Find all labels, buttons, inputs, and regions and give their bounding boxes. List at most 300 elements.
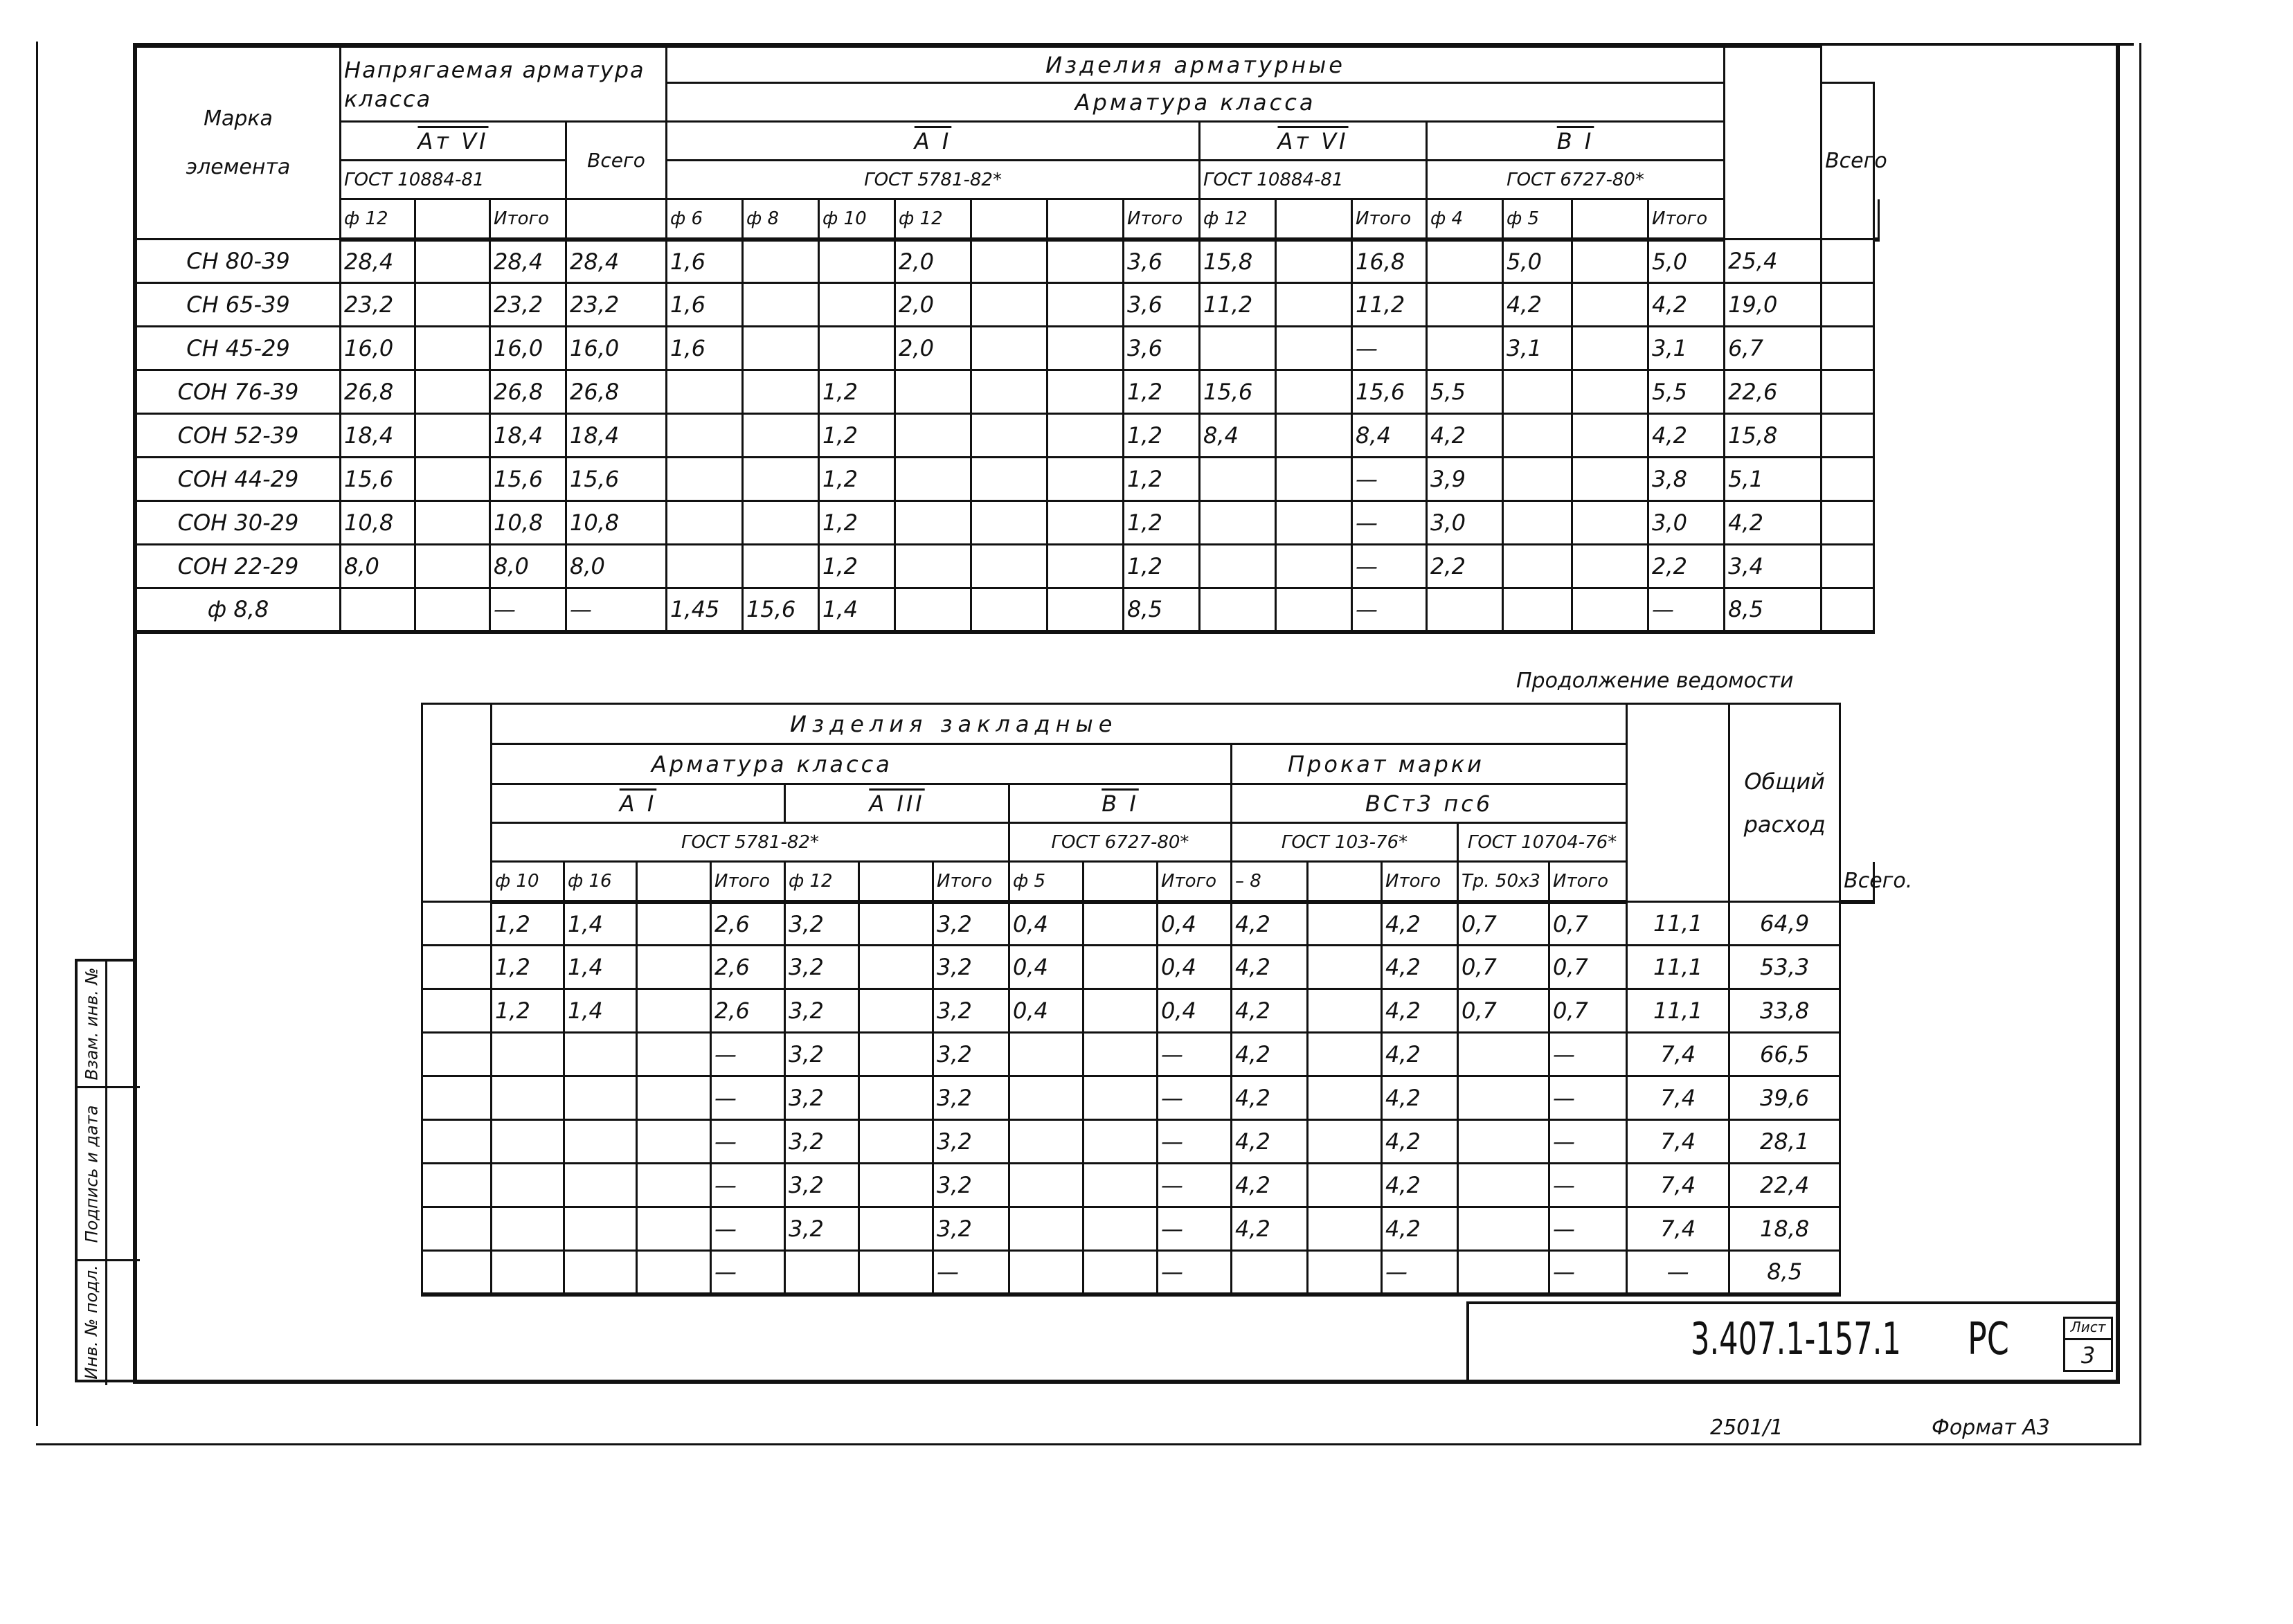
- cell-value: 3,9: [1427, 458, 1503, 501]
- cell-value: —: [1352, 588, 1427, 632]
- cell-value: [637, 1207, 711, 1251]
- cell-value: 15,6: [1352, 370, 1427, 414]
- cell-value: 3,2: [785, 1076, 859, 1120]
- cell-value: 4,2: [1382, 902, 1458, 946]
- table-row: [136, 501, 1879, 545]
- cell-value: 15,8: [1200, 240, 1276, 283]
- cell-value: 4,2: [1725, 501, 1822, 545]
- cell-value: 10,8: [566, 501, 667, 545]
- cell-value: 3,6: [1124, 240, 1200, 283]
- header-obshiy: Общий расход: [1729, 704, 1840, 902]
- cell-value: 22,4: [1729, 1164, 1840, 1207]
- sub2-minus8: – 8: [1232, 862, 1308, 902]
- cell-value: 2,0: [895, 283, 971, 327]
- cell-value: [1572, 283, 1648, 327]
- cell-value: [971, 458, 1047, 501]
- cell-value: [415, 501, 490, 545]
- cell-value: —: [1158, 1251, 1232, 1294]
- cell-value: 4,2: [1648, 283, 1725, 327]
- cell-value: [1276, 327, 1352, 370]
- cell-value: [1083, 1164, 1158, 1207]
- cell-value: [1083, 989, 1158, 1033]
- cell-value: 25,4: [1725, 240, 1822, 283]
- cell-empty: [1822, 327, 1874, 370]
- cell-value: [971, 588, 1047, 632]
- cell-empty: [422, 902, 492, 946]
- cell-value: 3,2: [933, 989, 1009, 1033]
- cell-value: 15,6: [490, 458, 566, 501]
- cell-empty: [1822, 283, 1874, 327]
- cell-value: —: [1549, 1120, 1627, 1164]
- cell-value: [492, 1251, 564, 1294]
- table-row: [422, 1164, 1874, 1207]
- cell-value: 3,2: [785, 1164, 859, 1207]
- cell-value: [819, 240, 895, 283]
- cell-value: 26,8: [566, 370, 667, 414]
- cell-value: [743, 370, 819, 414]
- cell-value: [667, 501, 743, 545]
- cell-value: 18,4: [490, 414, 566, 458]
- sub2-itogo-a1: Итого: [711, 862, 785, 902]
- cell-value: [1047, 283, 1124, 327]
- cell-value: 2,0: [895, 240, 971, 283]
- drawing-suffix: РС: [1968, 1314, 2009, 1365]
- cell-empty: [1822, 414, 1874, 458]
- cell-value: [1200, 588, 1276, 632]
- header-vsego-napr: Всего: [566, 122, 667, 199]
- cell-value: 7,4: [1627, 1076, 1729, 1120]
- header-gost6727-zakl: ГОСТ 6727-80*: [1009, 823, 1232, 862]
- header-a3: А III: [785, 784, 1009, 823]
- cell-empty: [422, 1164, 492, 1207]
- sub-itogo-b1: Итого: [1648, 199, 1725, 240]
- cell-value: [743, 545, 819, 588]
- header-vsego-zakl: Всего.: [1840, 862, 1874, 902]
- footer-number: 2501/1: [1710, 1416, 1783, 1440]
- cell-value: 64,9: [1729, 902, 1840, 946]
- cell-value: —: [1158, 1164, 1232, 1207]
- cell-value: 0,7: [1549, 989, 1627, 1033]
- cell-empty: [422, 1120, 492, 1164]
- table-row: [422, 1251, 1874, 1294]
- cell-empty: [1822, 588, 1874, 632]
- cell-value: 1,2: [819, 414, 895, 458]
- cell-value: 3,6: [1124, 283, 1200, 327]
- side-podpis-label: Подпись и дата: [82, 1105, 102, 1243]
- cell-value: [785, 1251, 859, 1294]
- cell-value: [1458, 1120, 1549, 1164]
- cell-value: 3,2: [933, 1207, 1009, 1251]
- cell-value: 3,6: [1124, 327, 1200, 370]
- side-strip: [75, 959, 137, 1382]
- header-armatura-klassa: Арматура класса: [667, 83, 1725, 122]
- cell-value: [637, 946, 711, 989]
- cell-value: [1572, 501, 1648, 545]
- sub2-itogo-103: Итого: [1382, 862, 1458, 902]
- cell-value: 3,2: [785, 946, 859, 989]
- cell-value: 1,6: [667, 240, 743, 283]
- cell-value: [637, 902, 711, 946]
- cell-value: [637, 1033, 711, 1076]
- cell-value: [1009, 1164, 1083, 1207]
- cell-value: 2,2: [1427, 545, 1503, 588]
- cell-value: —: [1627, 1251, 1729, 1294]
- cell-value: [1458, 1251, 1549, 1294]
- table-row: [136, 458, 1879, 501]
- header-elementa: элемента: [186, 154, 291, 179]
- cell-value: [743, 501, 819, 545]
- header-armatura-zakl: Арматура класса: [492, 744, 1232, 784]
- cell-value: 19,0: [1725, 283, 1822, 327]
- cell-value: 3,2: [785, 1120, 859, 1164]
- cell-value: 0,4: [1158, 946, 1232, 989]
- cell-value: [895, 414, 971, 458]
- cell-value: 2,6: [711, 989, 785, 1033]
- cell-value: 8,5: [1124, 588, 1200, 632]
- cell-value: [1503, 545, 1572, 588]
- cell-value: 15,8: [1725, 414, 1822, 458]
- cell-value: [743, 458, 819, 501]
- cell-value: [1047, 414, 1124, 458]
- cell-value: 0,4: [1009, 989, 1083, 1033]
- cell-value: 26,8: [341, 370, 415, 414]
- cell-value: [895, 501, 971, 545]
- cell-value: —: [1158, 1076, 1232, 1120]
- cell-empty: [1822, 458, 1874, 501]
- cell-value: 18,8: [1729, 1207, 1840, 1251]
- cell-value: [667, 545, 743, 588]
- cell-value: 7,4: [1627, 1033, 1729, 1076]
- cell-value: 1,2: [819, 545, 895, 588]
- table-row: [136, 588, 1879, 632]
- cell-value: 11,1: [1627, 989, 1729, 1033]
- cell-value: 3,0: [1648, 501, 1725, 545]
- cell-value: —: [1352, 327, 1427, 370]
- sub-phi4: ф 4: [1427, 199, 1503, 240]
- cell-value: [1200, 501, 1276, 545]
- cell-value: [1009, 1207, 1083, 1251]
- cell-value: [415, 414, 490, 458]
- cell-value: [1276, 458, 1352, 501]
- cell-value: 2,0: [895, 327, 971, 370]
- cell-value: [637, 1251, 711, 1294]
- header-vsego-arm: Всего: [1822, 83, 1874, 240]
- cell-value: 3,1: [1648, 327, 1725, 370]
- cell-value: [1083, 1033, 1158, 1076]
- sub2-itogo-tr: Итого: [1549, 862, 1627, 902]
- sub-phi12: ф 12: [341, 199, 415, 240]
- cell-value: [859, 946, 933, 989]
- cell-value: [859, 1120, 933, 1164]
- cell-value: [1572, 327, 1648, 370]
- cell-value: 4,2: [1382, 1033, 1458, 1076]
- cell-value: 6,7: [1725, 327, 1822, 370]
- cell-value: 4,2: [1648, 414, 1725, 458]
- cell-value: 8,0: [341, 545, 415, 588]
- cell-value: [1276, 370, 1352, 414]
- cell-value: 1,6: [667, 283, 743, 327]
- cell-value: 1,6: [667, 327, 743, 370]
- cell-value: 1,2: [1124, 545, 1200, 588]
- table-armature: [135, 46, 1887, 634]
- cell-value: [971, 240, 1047, 283]
- table-row: [422, 902, 1874, 946]
- cell-value: [564, 1076, 637, 1120]
- sub-phi6: ф 6: [667, 199, 743, 240]
- cell-value: 1,45: [667, 588, 743, 632]
- cell-value: —: [1549, 1207, 1627, 1251]
- header-gost5781: ГОСТ 5781-82*: [667, 161, 1200, 199]
- cell-value: [492, 1120, 564, 1164]
- cell-value: [564, 1033, 637, 1076]
- cell-value: [1427, 588, 1503, 632]
- cell-value: 18,4: [566, 414, 667, 458]
- cell-value: [637, 1120, 711, 1164]
- cell-value: [1276, 588, 1352, 632]
- cell-value: [1276, 414, 1352, 458]
- cell-value: 7,4: [1627, 1164, 1729, 1207]
- cell-value: [1083, 1120, 1158, 1164]
- cell-value: 4,2: [1382, 1164, 1458, 1207]
- cell-value: [1308, 1120, 1382, 1164]
- cell-value: [859, 1164, 933, 1207]
- cell-value: [971, 414, 1047, 458]
- cell-value: 16,0: [341, 327, 415, 370]
- cell-value: [1083, 1251, 1158, 1294]
- cell-value: [415, 458, 490, 501]
- cell-value: 8,5: [1725, 588, 1822, 632]
- cell-value: [415, 370, 490, 414]
- cell-value: 3,4: [1725, 545, 1822, 588]
- cell-value: [1009, 1076, 1083, 1120]
- cell-value: 8,0: [566, 545, 667, 588]
- cell-value: [819, 283, 895, 327]
- cell-value: 0,4: [1009, 902, 1083, 946]
- cell-value: 16,0: [566, 327, 667, 370]
- cell-value: [564, 1164, 637, 1207]
- cell-value: [1503, 414, 1572, 458]
- cell-value: [1503, 458, 1572, 501]
- cell-value: [1047, 588, 1124, 632]
- cell-value: [1047, 501, 1124, 545]
- cell-value: 7,4: [1627, 1120, 1729, 1164]
- cell-value: [1308, 1033, 1382, 1076]
- cell-value: [859, 902, 933, 946]
- cell-value: 4,2: [1427, 414, 1503, 458]
- cell-empty: [1822, 545, 1874, 588]
- table-row: [136, 327, 1879, 370]
- cell-value: [415, 588, 490, 632]
- cell-value: [971, 283, 1047, 327]
- frame-right: [2116, 43, 2120, 1382]
- cell-value: [492, 1207, 564, 1251]
- cell-value: [1572, 588, 1648, 632]
- cell-value: [1200, 327, 1276, 370]
- header-napr: Напрягаемая арматура класса: [341, 47, 667, 122]
- cell-value: [1009, 1033, 1083, 1076]
- cell-value: 2,6: [711, 946, 785, 989]
- cell-value: —: [490, 588, 566, 632]
- cell-value: 15,6: [743, 588, 819, 632]
- sub-itogo: Итого: [490, 199, 566, 240]
- cell-value: [743, 327, 819, 370]
- cell-value: [667, 370, 743, 414]
- cell-value: 3,2: [933, 1120, 1009, 1164]
- cell-value: 0,4: [1158, 902, 1232, 946]
- cell-value: [637, 1164, 711, 1207]
- cell-value: 0,7: [1458, 989, 1549, 1033]
- cell-value: [1572, 545, 1648, 588]
- cell-value: —: [711, 1207, 785, 1251]
- cell-value: [971, 545, 1047, 588]
- table-row: [136, 414, 1879, 458]
- cell-value: [1083, 902, 1158, 946]
- sub-phi5: ф 5: [1503, 199, 1572, 240]
- cell-value: 5,1: [1725, 458, 1822, 501]
- cell-value: 4,2: [1232, 1033, 1308, 1076]
- cell-value: 3,8: [1648, 458, 1725, 501]
- table-row: [422, 1207, 1874, 1251]
- cell-value: 3,1: [1503, 327, 1572, 370]
- cell-value: 7,4: [1627, 1207, 1729, 1251]
- cell-empty: [422, 946, 492, 989]
- header-a1: А I: [667, 122, 1200, 161]
- header-gost5781-zakl: ГОСТ 5781-82*: [492, 823, 1009, 862]
- cell-value: [971, 327, 1047, 370]
- cell-value: 11,2: [1352, 283, 1427, 327]
- cell-value: —: [711, 1164, 785, 1207]
- cell-value: [971, 501, 1047, 545]
- cell-value: [1276, 545, 1352, 588]
- header-b1-zakl: В I: [1009, 784, 1232, 823]
- footer-format: Формат А3: [1932, 1416, 2050, 1440]
- cell-value: 28,1: [1729, 1120, 1840, 1164]
- cell-value: 26,8: [490, 370, 566, 414]
- cell-value: —: [1352, 458, 1427, 501]
- table-row: [136, 283, 1879, 327]
- cell-marka: СОН 76-39: [136, 370, 341, 414]
- header-gost103: ГОСТ 103-76*: [1232, 823, 1458, 862]
- cell-value: —: [1158, 1120, 1232, 1164]
- cell-value: [492, 1164, 564, 1207]
- outer-bottom-edge: [36, 1443, 2141, 1445]
- cell-value: —: [711, 1251, 785, 1294]
- cell-marka: СН 45-29: [136, 327, 341, 370]
- cell-value: [1427, 240, 1503, 283]
- drawing-code: 3.407.1-157.1: [1691, 1314, 1901, 1365]
- header-gost6727: ГОСТ 6727-80*: [1427, 161, 1725, 199]
- cell-value: 0,7: [1458, 946, 1549, 989]
- cell-value: 1,4: [819, 588, 895, 632]
- cell-value: 1,2: [492, 946, 564, 989]
- cell-value: [1503, 588, 1572, 632]
- cell-value: [859, 989, 933, 1033]
- cell-value: —: [1648, 588, 1725, 632]
- cell-value: [895, 370, 971, 414]
- cell-value: 3,2: [785, 989, 859, 1033]
- table-row: [136, 240, 1879, 283]
- cell-value: 16,0: [490, 327, 566, 370]
- cell-value: —: [1549, 1164, 1627, 1207]
- cell-value: [1232, 1251, 1308, 1294]
- cell-value: [895, 458, 971, 501]
- cell-value: [1572, 458, 1648, 501]
- cell-value: 11,1: [1627, 902, 1729, 946]
- cell-value: 4,2: [1232, 989, 1308, 1033]
- header-at6: Ат VI: [1200, 122, 1427, 161]
- sub-phi12b: ф 12: [895, 199, 971, 240]
- cell-value: 0,4: [1009, 946, 1083, 989]
- cell-value: [1572, 240, 1648, 283]
- cell-empty: [422, 989, 492, 1033]
- cell-value: 28,4: [490, 240, 566, 283]
- cell-value: 8,4: [1200, 414, 1276, 458]
- cell-empty: [1822, 240, 1874, 283]
- cell-value: [1200, 545, 1276, 588]
- cell-value: —: [933, 1251, 1009, 1294]
- cell-value: 5,5: [1648, 370, 1725, 414]
- cell-value: 39,6: [1729, 1076, 1840, 1120]
- cell-value: [415, 545, 490, 588]
- cell-value: [859, 1207, 933, 1251]
- cell-value: 8,5: [1729, 1251, 1840, 1294]
- sub-itogo-at6: Итого: [1352, 199, 1427, 240]
- cell-value: [1047, 458, 1124, 501]
- cell-value: 1,2: [819, 458, 895, 501]
- cell-value: —: [1158, 1207, 1232, 1251]
- cell-value: 0,7: [1549, 902, 1627, 946]
- header-gost10884: ГОСТ 10884-81: [1200, 161, 1427, 199]
- header-gost10884-napr: ГОСТ 10884-81: [341, 161, 566, 199]
- cell-value: [415, 283, 490, 327]
- cell-value: [895, 588, 971, 632]
- cell-value: [1009, 1251, 1083, 1294]
- cell-value: [564, 1251, 637, 1294]
- sub-itogo-a1: Итого: [1124, 199, 1200, 240]
- cell-value: 4,2: [1382, 1076, 1458, 1120]
- cell-value: [859, 1076, 933, 1120]
- cell-empty: [422, 1076, 492, 1120]
- cell-value: [1276, 501, 1352, 545]
- sheet-number: 3: [2080, 1342, 2096, 1369]
- cell-value: [1308, 1164, 1382, 1207]
- sub-phi12c: ф 12: [1200, 199, 1276, 240]
- cell-value: [1047, 327, 1124, 370]
- cell-value: 3,2: [785, 1207, 859, 1251]
- cell-value: 11,1: [1627, 946, 1729, 989]
- cell-value: 1,2: [1124, 370, 1200, 414]
- cell-value: 1,2: [819, 370, 895, 414]
- cell-value: [1083, 1076, 1158, 1120]
- table-row: [422, 989, 1874, 1033]
- cell-value: 5,5: [1427, 370, 1503, 414]
- cell-value: 4,2: [1232, 1207, 1308, 1251]
- cell-value: 3,0: [1427, 501, 1503, 545]
- cell-value: [1427, 283, 1503, 327]
- cell-value: [1200, 458, 1276, 501]
- cell-value: 11,2: [1200, 283, 1276, 327]
- cell-value: 23,2: [566, 283, 667, 327]
- cell-value: 15,6: [341, 458, 415, 501]
- cell-value: 22,6: [1725, 370, 1822, 414]
- cell-value: 1,2: [492, 989, 564, 1033]
- cell-value: 4,2: [1232, 1120, 1308, 1164]
- cell-value: —: [711, 1120, 785, 1164]
- cell-value: 4,2: [1382, 989, 1458, 1033]
- cell-value: [1047, 545, 1124, 588]
- cell-value: 4,2: [1232, 902, 1308, 946]
- cell-value: [1308, 1251, 1382, 1294]
